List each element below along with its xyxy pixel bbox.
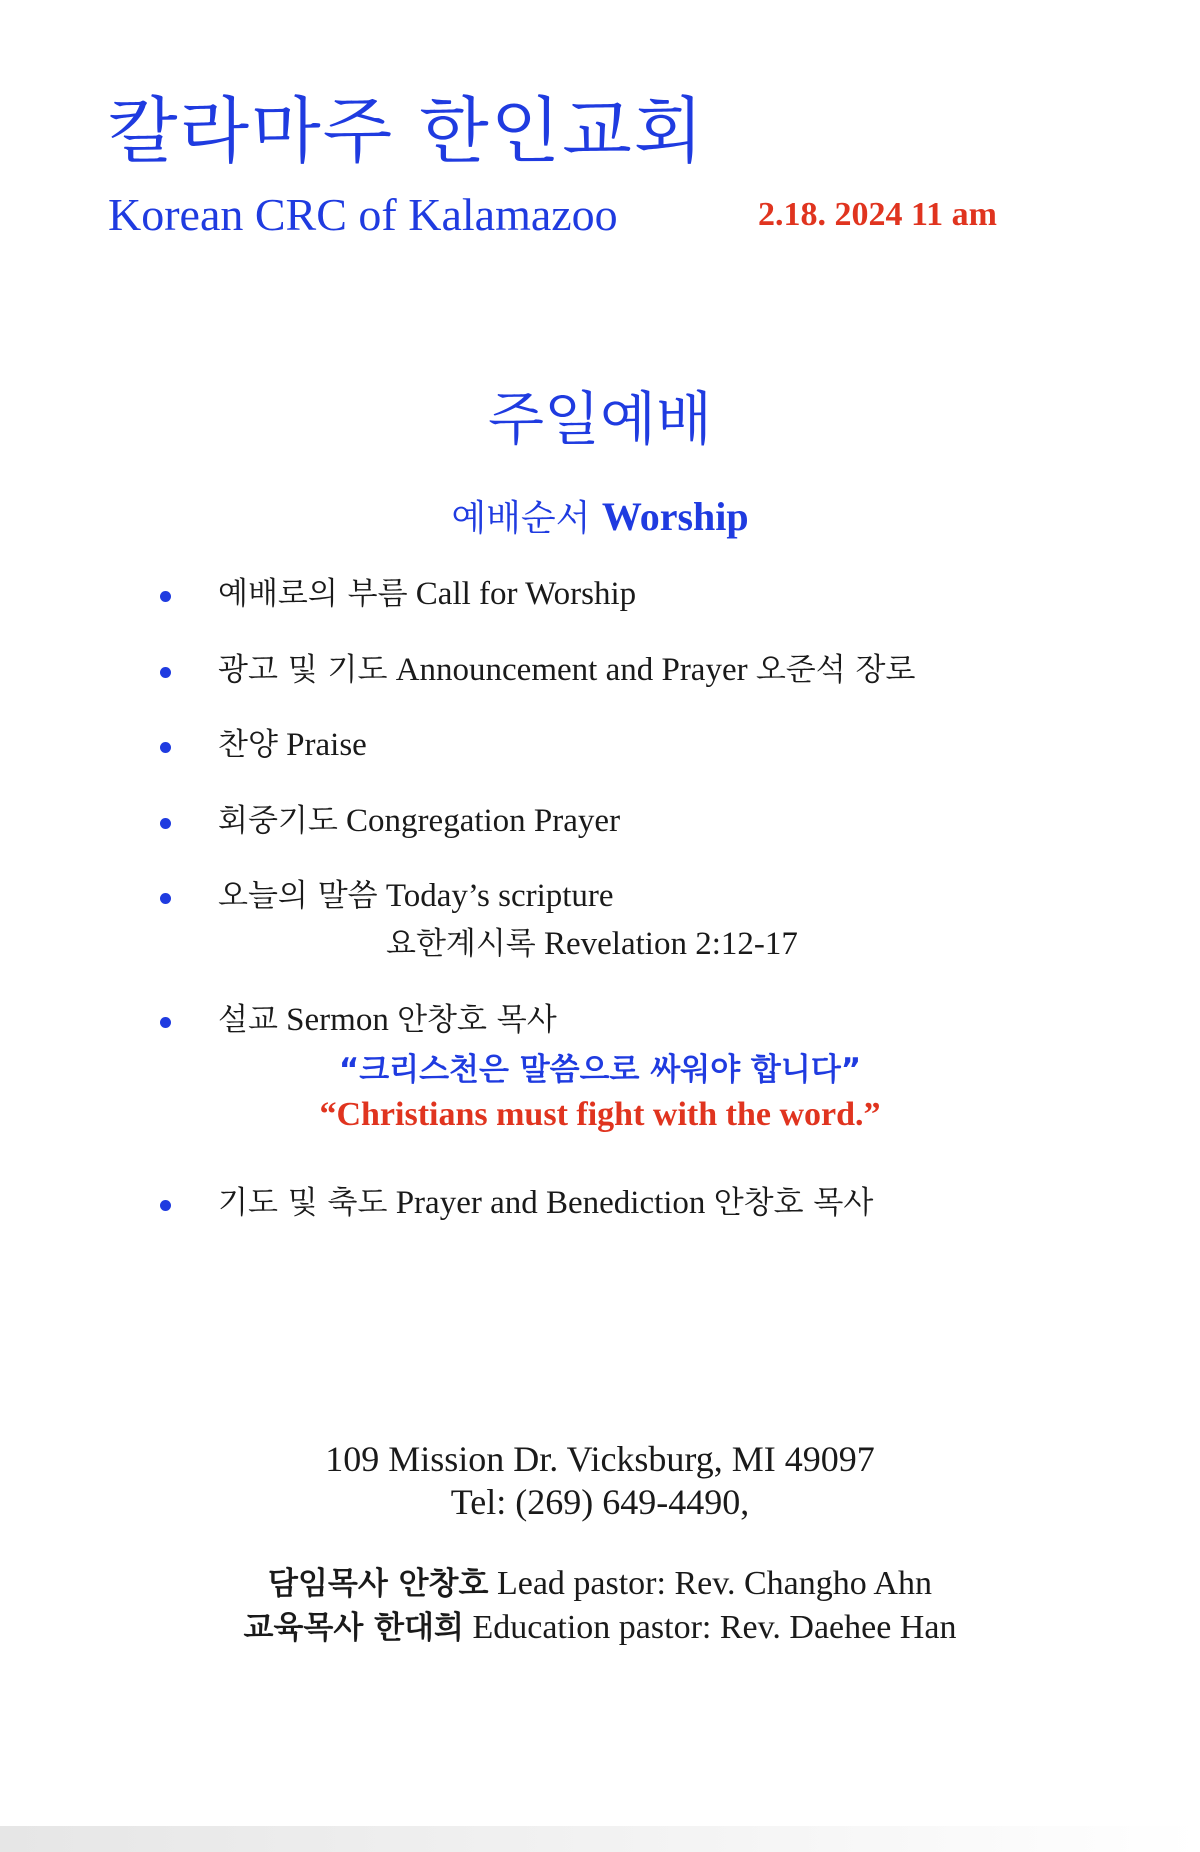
order-of-worship-list (160, 575, 1120, 1260)
sermon-title-korean: “크리스천은 말씀으로 싸워야 합니다” (338, 1052, 862, 1089)
bullet-icon (160, 1200, 171, 1211)
order-heading-english: Worship (601, 494, 749, 539)
bullet-icon (160, 667, 171, 678)
scripture-reference (218, 925, 1120, 965)
list-item-scripture (160, 877, 1120, 964)
item-label-korean: 설교 (218, 1001, 278, 1038)
list-item-announcement (160, 651, 1120, 691)
church-contact (0, 1438, 1200, 1524)
page-bottom-shadow (0, 1826, 1200, 1852)
item-label-korean: 예배로의 부름 (218, 576, 408, 612)
education-pastor (0, 1606, 1200, 1650)
list-item-benediction (160, 1184, 1120, 1224)
bullet-icon (160, 742, 171, 753)
item-label-korean: 광고 및 기도 (218, 651, 388, 688)
education-pastor-english: Education pastor: Rev. Daehee Han (472, 1609, 957, 1647)
item-label-english: Sermon (286, 1001, 389, 1038)
item-leader: 안창호 목사 (713, 1185, 874, 1222)
pastoral-staff (0, 1562, 1200, 1650)
education-pastor-korean: 교육목사 한대희 (243, 1610, 464, 1647)
scripture-reference-english: Revelation 2:12-17 (543, 925, 798, 962)
church-address: 109 Mission Dr. Vicksburg, MI 49097 (325, 1439, 875, 1479)
lead-pastor-english: Lead pastor: Rev. Changho Ahn (496, 1565, 932, 1602)
item-label-english: Praise (286, 727, 367, 764)
lead-pastor (0, 1562, 1200, 1606)
service-title: 주일예배 (487, 385, 713, 453)
list-item-congregation-prayer (160, 802, 1120, 842)
item-label-english: Today’s scripture (385, 878, 614, 915)
item-label-english: Announcement and Prayer (395, 651, 748, 688)
church-name-korean: 칼라마주 한인교회 (108, 89, 706, 173)
item-label-english: Call for Worship (415, 576, 637, 612)
list-item-sermon (160, 1001, 1120, 1137)
item-label-english: Congregation Prayer (346, 802, 621, 839)
item-leader: 안창호 목사 (397, 1001, 557, 1038)
item-label-english: Prayer and Benediction (395, 1185, 706, 1222)
order-of-worship-heading (0, 490, 1200, 541)
item-label-korean: 오늘의 말씀 (218, 878, 378, 915)
scripture-book-korean: 요한계시록 (386, 925, 536, 962)
bullet-icon (160, 893, 171, 904)
church-phone: Tel: (269) 649-4490, (450, 1482, 750, 1523)
sermon-title-english: “Christians must fight with the word.” (319, 1096, 881, 1134)
bullet-icon (160, 818, 171, 829)
church-name-english: Korean CRC of Kalamazoo (108, 189, 618, 240)
list-item-call-for-worship (160, 575, 1120, 615)
bullet-icon (160, 1017, 171, 1028)
item-leader: 오준석 장로 (755, 651, 916, 688)
lead-pastor-korean: 담임목사 안창호 (268, 1566, 489, 1602)
list-item-praise (160, 726, 1120, 766)
bullet-icon (160, 591, 171, 602)
item-label-korean: 찬양 (218, 727, 278, 764)
item-label-korean: 회중기도 (218, 802, 338, 839)
item-label-korean: 기도 및 축도 (218, 1185, 388, 1222)
service-date-time: 2.18. 2024 11 am (758, 196, 997, 233)
order-heading-korean: 예배순서 (451, 498, 591, 539)
